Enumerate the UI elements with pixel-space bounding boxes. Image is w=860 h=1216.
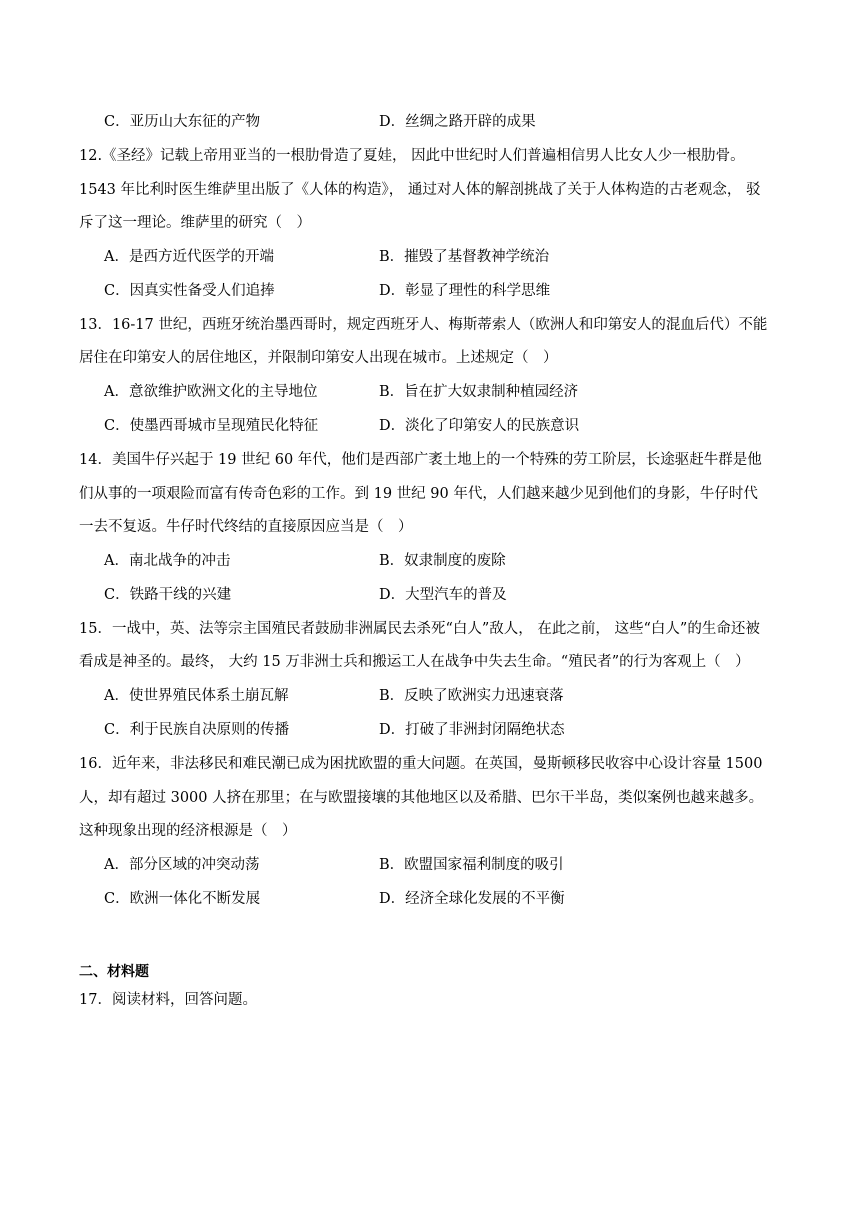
q14-option-d: D．大型汽车的普及 [379,587,507,603]
q14-stem-line-2: 们从事的一项艰险而富有传奇色彩的工作。到 19 世纪 90 年代，人们越来越少见到他们的身影，牛仔时代 [79,486,758,502]
q15-option-a: A．使世界殖民体系土崩瓦解 [104,688,289,704]
q15-option-b: B．反映了欧洲实力迅速衰落 [379,688,564,704]
q13-option-c: C．使墨西哥城市呈现殖民化特征 [104,418,319,434]
q13-stem-line-1: 13．16-17 世纪，西班牙统治墨西哥时，规定西班牙人、梅斯蒂索人（欧洲人和印第安人的混血后代）不能 [79,317,768,333]
q12-option-a: A．是西方近代医学的开端 [104,249,274,265]
q12-stem-line-3: 斥了这一理论。维萨里的研究（ ） [79,215,311,231]
q15-stem-line-2: 看成是神圣的。最终， 大约 15 万非洲士兵和搬运工人在战争中失去生命。“殖民者”的行为客观上（ ） [79,654,750,670]
q14-stem-line-1: 14．美国牛仔兴起于 19 世纪 60 年代，他们是西部广袤土地上的一个特殊的劳工阶层，长途驱赶牛群是他 [79,452,762,468]
q14-option-c: C．铁路干线的兴建 [104,587,232,603]
q17-stem: 17．阅读材料，回答问题。 [79,992,257,1008]
q15-option-d: D．打破了非洲封闭隔绝状态 [379,722,565,738]
q16-option-b: B．欧盟国家福利制度的吸引 [379,857,564,873]
q11-option-d: D．丝绸之路开辟的成果 [379,114,536,130]
q13-option-b: B．旨在扩大奴隶制种植园经济 [379,384,579,400]
q13-option-a: A．意欲维护欧洲文化的主导地位 [104,384,318,400]
q16-option-d: D．经济全球化发展的不平衡 [379,891,565,907]
q13-stem-line-2: 居住在印第安人的居住地区，并限制印第安人出现在城市。上述规定（ ） [79,350,558,366]
q12-stem-line-2: 1543 年比利时医生维萨里出版了《人体的构造》， 通过对人体的解剖挑战了关于人体构造的古老观念， 驳 [79,182,761,198]
q11-option-c: C．亚历山大东征的产物 [104,114,261,130]
q16-option-c: C．欧洲一体化不断发展 [104,891,261,907]
q16-stem-line-1: 16．近年来，非法移民和难民潮已成为困扰欧盟的重大问题。在英国，曼斯顿移民收容中心设计容量 1500 [79,756,763,772]
q16-stem-line-2: 人，却有超过 3000 人挤在那里；在与欧盟接壤的其他地区以及希腊、巴尔干半岛，类似案例也越来越多。 [79,790,764,806]
q14-option-a: A．南北战争的冲击 [104,553,231,569]
q12-option-d: D．彰显了理性的科学思维 [379,283,551,299]
section-heading: 二、材料题 [79,964,149,980]
q12-stem-line-1: 12.《圣经》记载上帝用亚当的一根肋骨造了夏娃， 因此中世纪时人们普遍相信男人比女人少一根肋骨。 [79,148,745,164]
q14-stem-line-3: 一去不复返。牛仔时代终结的直接原因应当是（ ） [79,519,413,535]
q12-option-b: B．摧毁了基督教神学统治 [379,249,550,265]
q14-option-b: B．奴隶制度的废除 [379,553,506,569]
q15-stem-line-1: 15．一战中，英、法等宗主国殖民者鼓励非洲属民去杀死“白人”敌人， 在此之前， 这些“白人”的生命还被 [79,621,760,637]
q13-option-d: D．淡化了印第安人的民族意识 [379,418,580,434]
q16-option-a: A．部分区域的冲突动荡 [104,857,260,873]
q16-stem-line-3: 这种现象出现的经济根源是（ ） [79,823,297,839]
q15-option-c: C．利于民族自决原则的传播 [104,722,290,738]
q12-option-c: C．因真实性备受人们追捧 [104,283,275,299]
